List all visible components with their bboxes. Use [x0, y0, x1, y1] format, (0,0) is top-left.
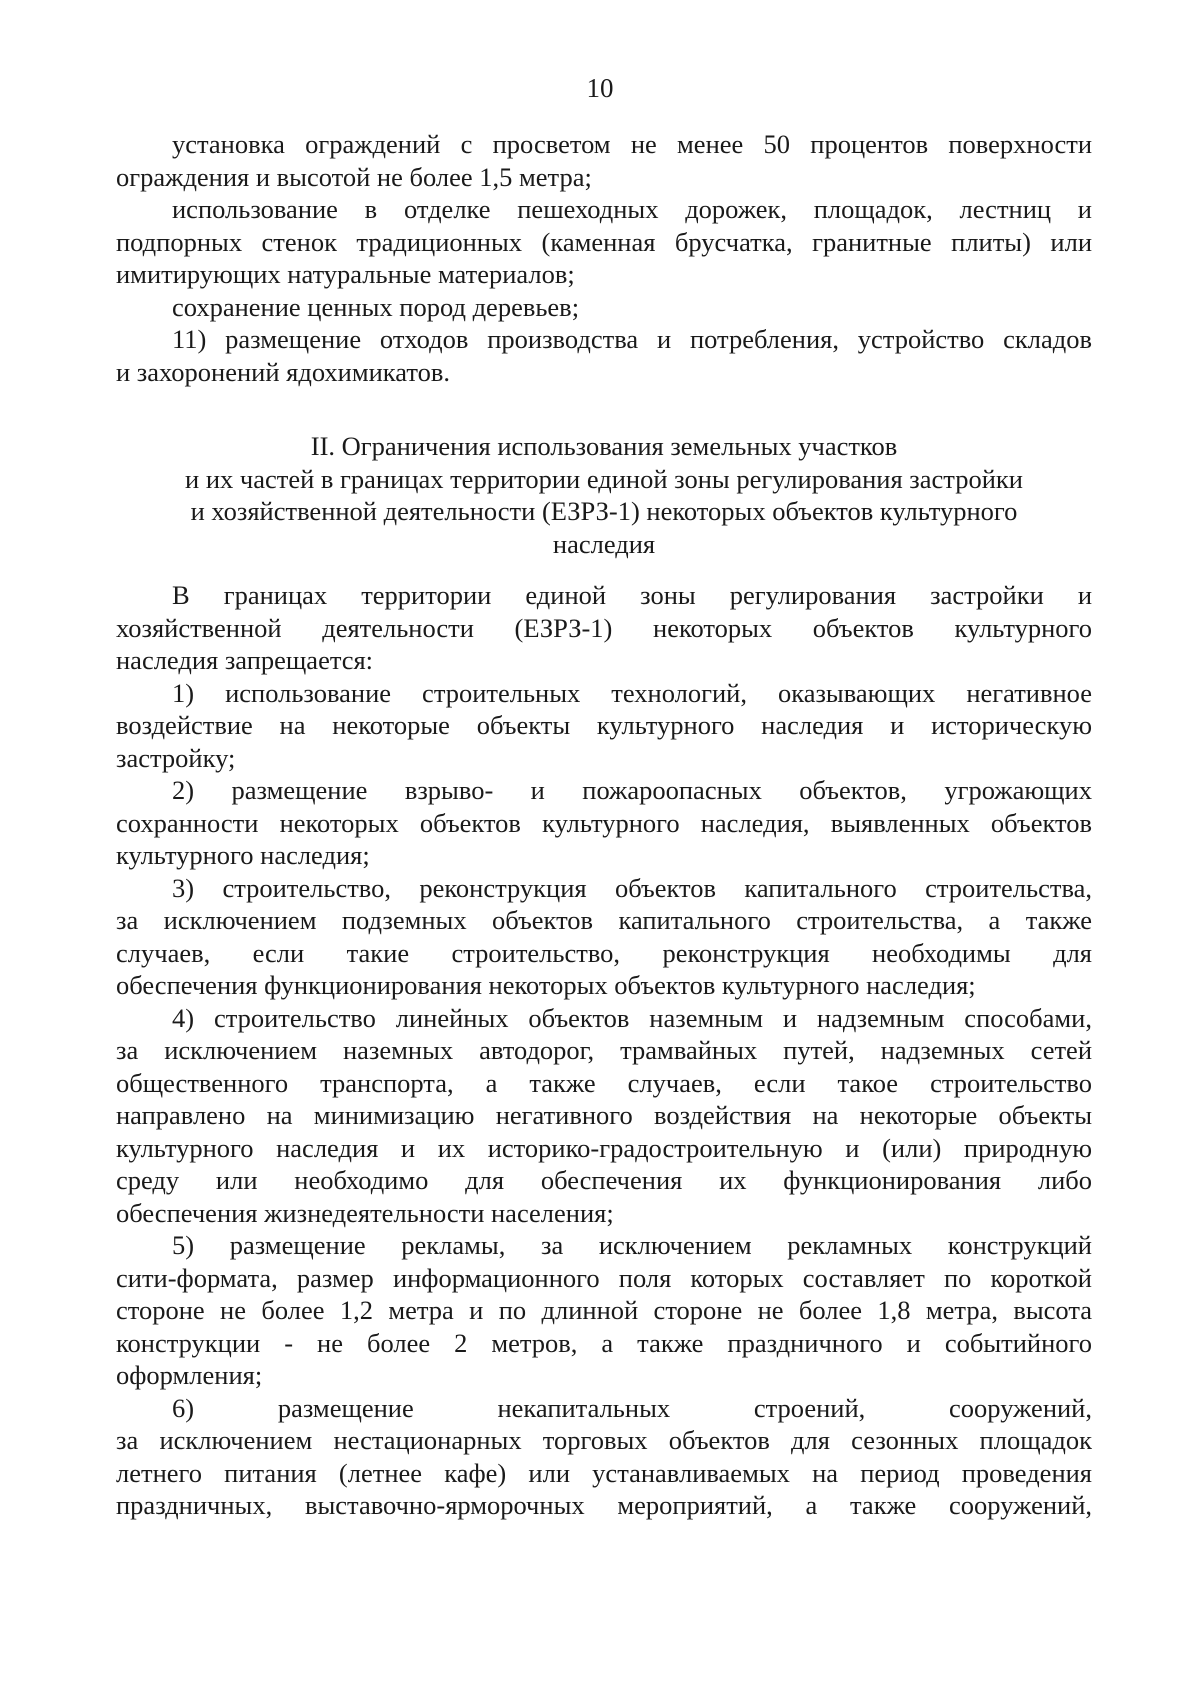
text-line: 3) строительство, реконструкция объектов капитального строительства,: [172, 872, 1092, 903]
text-line: праздничных, выставочно-ярморочных мероприятий, а также сооружений,: [116, 1490, 1092, 1520]
text-line: воздействие на некоторые объекты культурного наследия и историческую: [116, 710, 1092, 740]
text-line: за исключением подземных объектов капитального строительства, а также: [116, 905, 1092, 935]
text-line: конструкции - не более 2 метров, а также праздничного и событийного: [116, 1327, 1092, 1358]
text-line: за исключением нестационарных торговых объектов для сезонных площадок: [116, 1425, 1092, 1455]
text-line: оформления;: [116, 1360, 263, 1390]
text-line: случаев, если такие строительство, реконструкция необходимы для: [116, 937, 1092, 968]
text-line: среду или необходимо для обеспечения их функционирования либо: [116, 1165, 1092, 1195]
text-line: 4) строительство линейных объектов наземным и надземным способами,: [172, 1002, 1092, 1033]
top-text-block: [116, 128, 1092, 388]
text-line: 5) размещение рекламы, за исключением рекламных конструкций: [172, 1230, 1092, 1260]
text-line: обеспечения жизнедеятельности населения;: [116, 1197, 614, 1228]
text-line: стороне не более 1,2 метра и по длинной стороне не более 1,8 метра, высота: [116, 1295, 1092, 1325]
section-heading: [116, 430, 1092, 560]
heading-line: и хозяйственной деятельности (ЕЗРЗ-1) некоторых объектов культурного: [190, 496, 1018, 526]
text-line: направлено на минимизацию негативного воздействия на некоторые объекты: [116, 1100, 1092, 1130]
text-line: культурного наследия и их историко-градостроительную и (или) природную: [116, 1132, 1092, 1163]
text-line: имитирующих натуральные материалов;: [116, 259, 575, 289]
text-line: наследия запрещается:: [116, 645, 374, 675]
text-line: 11) размещение отходов производства и потребления, устройство складов: [172, 324, 1092, 354]
text-line: 2) размещение взрыво- и пожароопасных объектов, угрожающих: [172, 775, 1092, 805]
text-line: использование в отделке пешеходных дорожек, площадок, лестниц и: [172, 194, 1092, 224]
heading-line: II. Ограничения использования земельных участков: [310, 431, 898, 461]
text-line: ограждения и высотой не более 1,5 метра;: [116, 161, 592, 192]
text-line: подпорных стенок традиционных (каменная брусчатка, гранитные плиты) или: [116, 226, 1092, 257]
heading-line: и их частей в границах территории единой зоны регулирования застройки: [185, 463, 1023, 494]
text-line: сити-формата, размер информационного поля которых составляет по короткой: [116, 1262, 1092, 1293]
heading-line: наследия: [552, 528, 656, 559]
page-number: 10: [586, 73, 614, 103]
text-line: 6) размещение некапитальных строений, сооружений,: [172, 1392, 1092, 1423]
text-line: и захоронений ядохимикатов.: [116, 356, 450, 387]
text-line: общественного транспорта, а также случаев, если такое строительство: [116, 1067, 1092, 1098]
text-line: за исключением наземных автодорог, трамвайных путей, надземных сетей: [116, 1035, 1092, 1065]
text-line: 1) использование строительных технологий, оказывающих негативное: [172, 677, 1092, 708]
text-line: хозяйственной деятельности (ЕЗРЗ-1) некоторых объектов культурного: [116, 612, 1092, 643]
text-line: культурного наследия;: [116, 840, 370, 870]
text-line: установка ограждений с просветом не менее 50 процентов поверхности: [172, 129, 1092, 159]
text-line: сохранение ценных пород деревьев;: [172, 291, 580, 322]
text-line: летнего питания (летнее кафе) или устанавливаемых на период проведения: [116, 1457, 1092, 1488]
text-line: обеспечения функционирования некоторых объектов культурного наследия;: [116, 970, 976, 1000]
text-line: застройку;: [116, 742, 236, 773]
body-text-block: [116, 579, 1092, 1522]
text-line: сохранности некоторых объектов культурного наследия, выявленных объектов: [116, 807, 1092, 838]
text-line: В границах территории единой зоны регулирования застройки и: [172, 580, 1092, 610]
